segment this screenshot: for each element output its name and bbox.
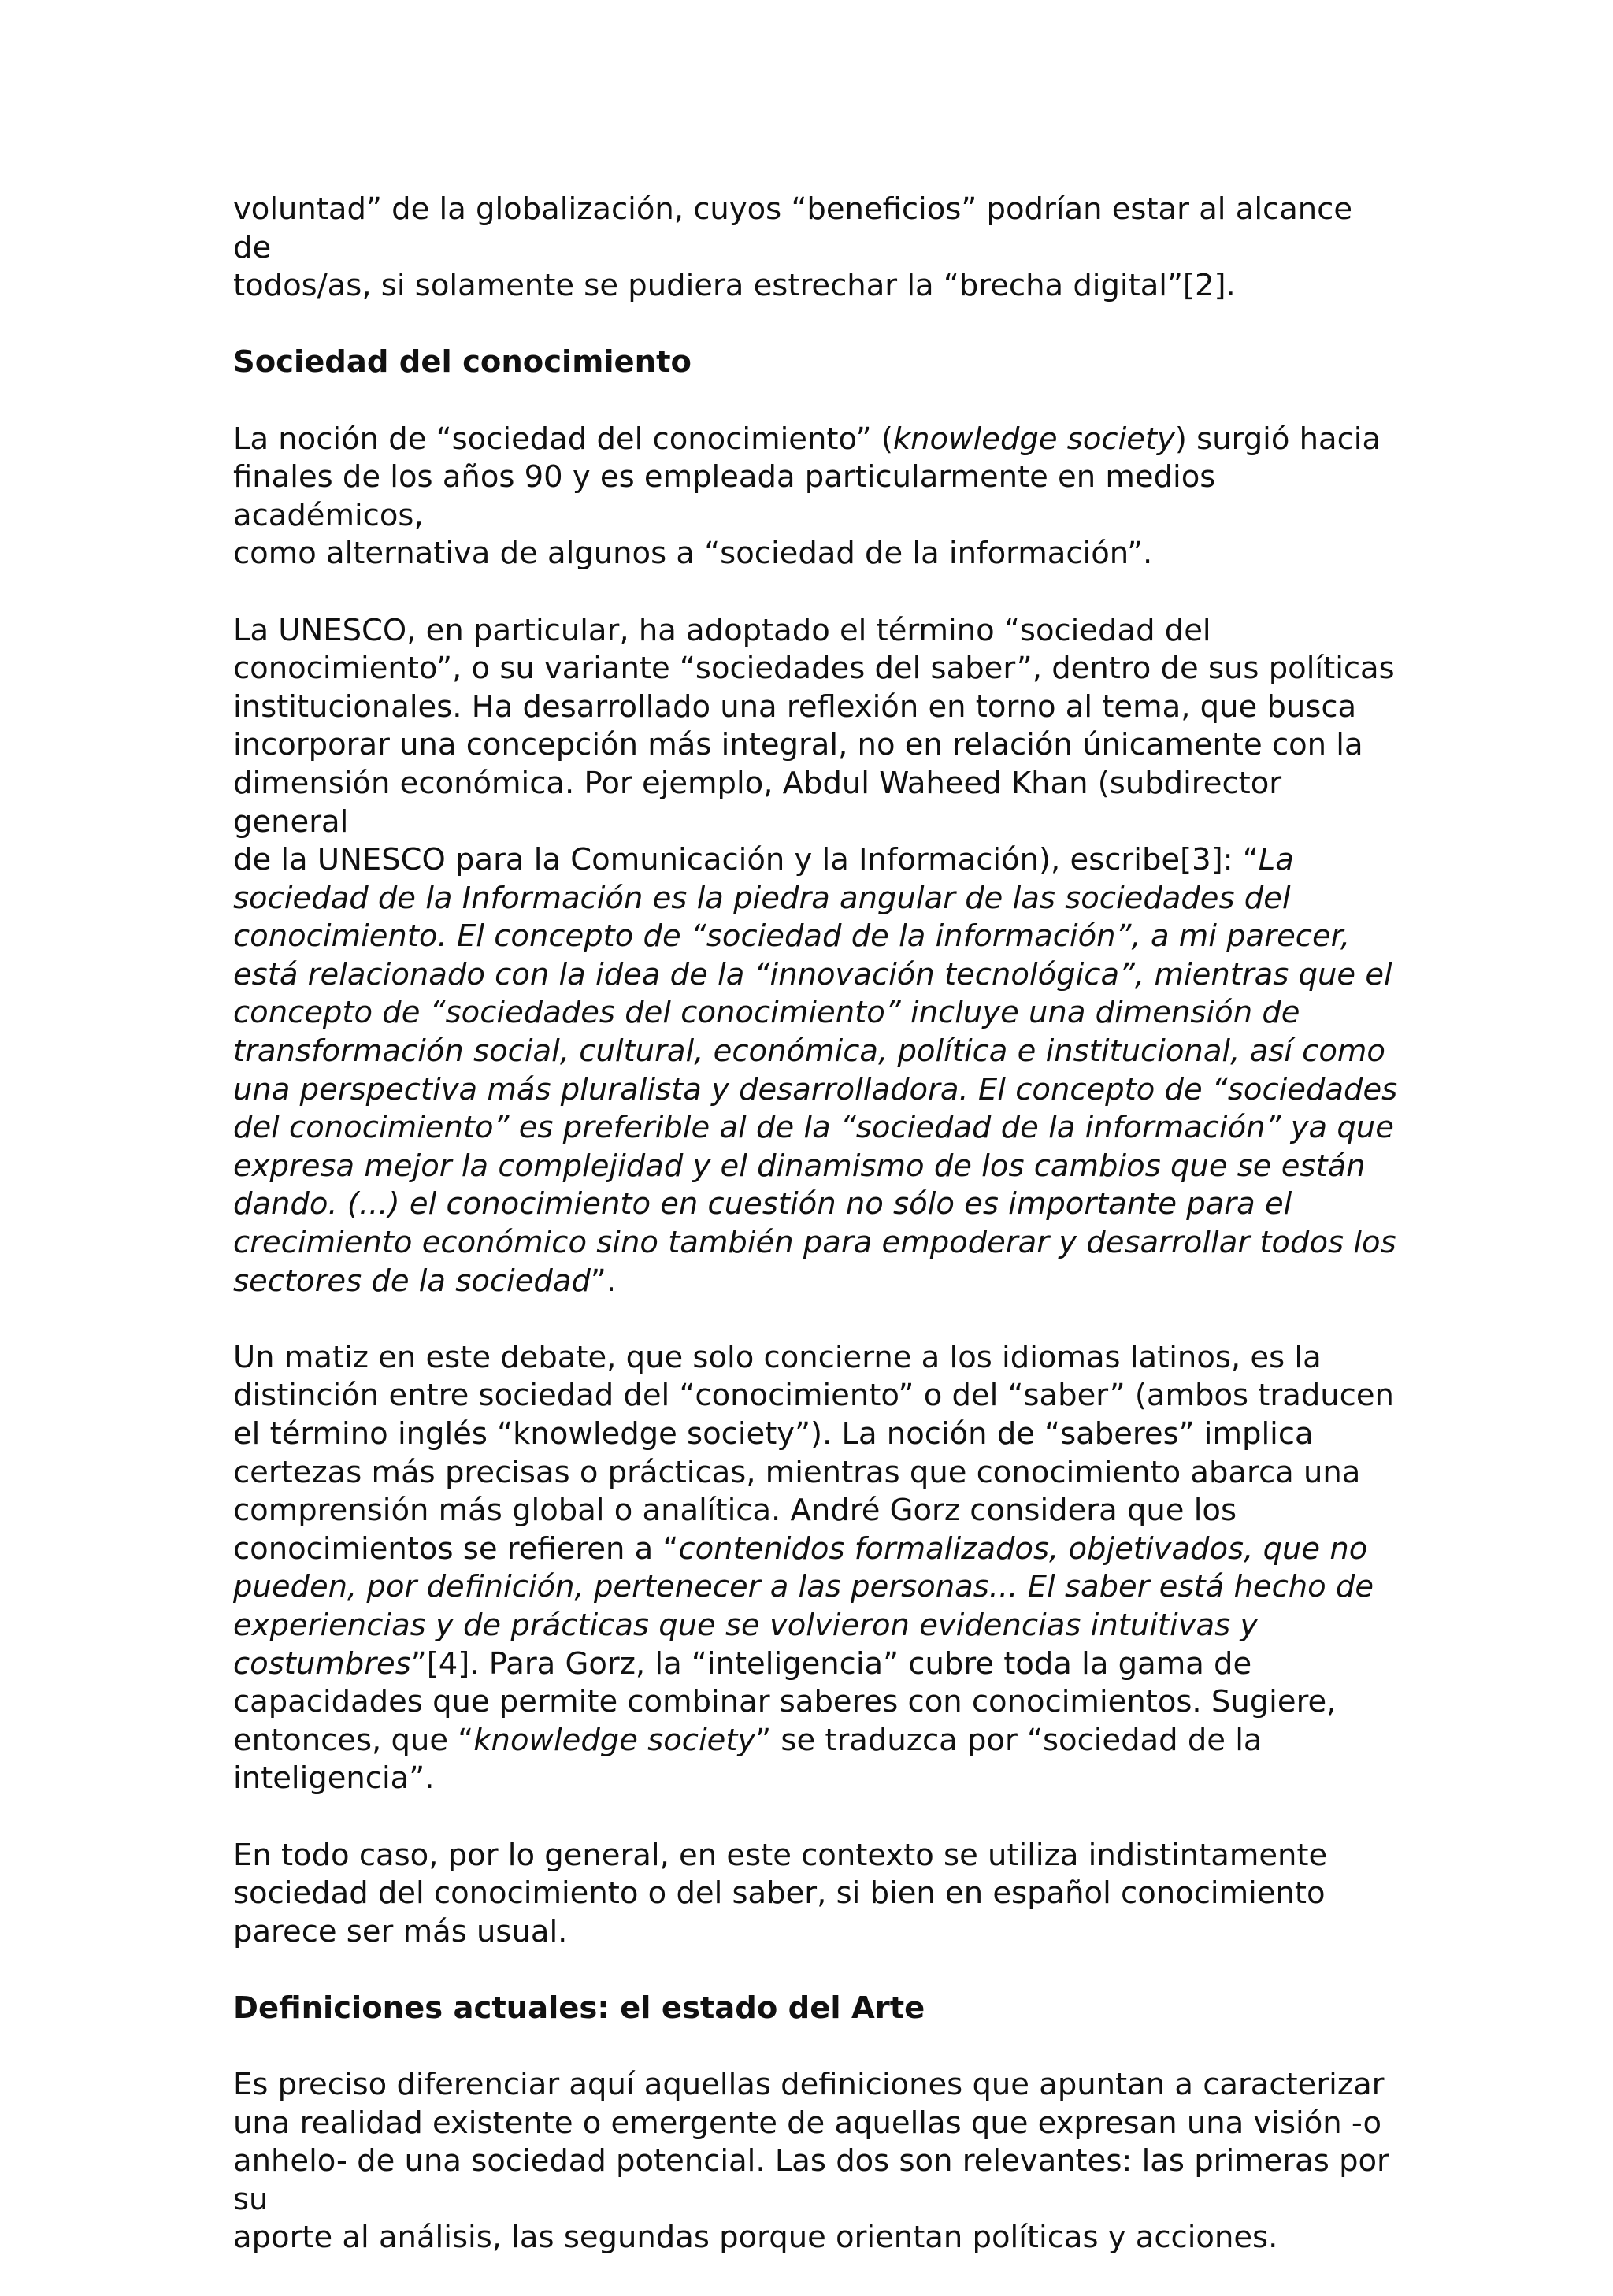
section-heading-definiciones: Definiciones actuales: el estado del Arte xyxy=(233,1990,925,2026)
section-heading-sociedad-conocimiento: Sociedad del conocimiento xyxy=(233,344,692,380)
paragraph-en-todo-caso: En todo caso, por lo general, en este contexto se utiliza indistintamente sociedad del conocimiento o del saber, si bien en español conocimiento parece ser más usual. xyxy=(233,1837,1328,1949)
paragraph-definiciones: Es preciso diferenciar aquí aquellas definiciones que apuntan a caracterizar una realidad existente o emergente de aquellas que expresan una visión -o anhelo- de una sociedad potencial. Las dos son relevantes: las primeras por su aporte al análisis, las segundas porque orientan políticas y acciones. xyxy=(233,2067,1389,2256)
paragraph-unesco: La UNESCO, en particular, ha adoptado el término “sociedad del conocimiento”, o su variante “sociedades del saber”, dentro de sus políticas institucionales. Ha desarrollado una reflexión en torno al tema, que busca incorporar una concepción más integral, no en relación únicamente con la dimensión económica. Por ejemplo, Abdul Waheed Khan (subdirector general de la UNESCO para la Comunicación y la Información), escribe[3]: “La sociedad de la Información es la piedra angular de las sociedades del conocimiento. El concepto de “sociedad de la información”, a mi parecer, está relacionado con la idea de la “innovación tecnológica”, mientras que el concepto de “sociedades del conocimiento” incluye una dimensión de transformación social, cultural, económica, política e institucional, así como una perspectiva más pluralista y desarrolladora. El concepto de “sociedades del conocimiento” es preferible al de la “sociedad de la información” ya que expresa mejor la complejidad y el dinamismo de los cambios que se están dando. (...) el conocimiento en cuestión no sólo es importante para el crecimiento económico sino también para empoderar y desarrollar todos los sectores de la sociedad”. xyxy=(233,612,1398,1299)
intro-paragraph: voluntad” de la globalización, cuyos “beneficios” podrían estar al alcance de todos/as, si solamente se pudiera estrechar la “brecha digital”[2]. xyxy=(233,191,1353,304)
paragraph-gorz: Un matiz en este debate, que solo concierne a los idiomas latinos, es la distinción entre sociedad del “conocimiento” o del “saber” (ambos traducen el término inglés “knowledge society”). La noción de “saberes” implica certezas más precisas o prácticas, mientras que conocimiento abarca una comprensión más global o analítica. André Gorz considera que los conocimientos se refieren a “contenidos formalizados, objetivados, que no pueden, por definición, pertenecer a las personas... El saber está hecho de experiencias y de prácticas que se volvieron evidencias intuitivas y costumbres”[4]. Para Gorz, la “inteligencia” cubre toda la gama de capacidades que permite combinar saberes con conocimientos. Sugiere, entonces, que “knowledge society” se traduzca por “sociedad de la inteligencia”. xyxy=(233,1339,1394,1797)
paragraph-knowledge-society: La noción de “sociedad del conocimiento” (knowledge society) surgió hacia finales de los años 90 y es empleada particularmente en medios académicos, como alternativa de algunos a “sociedad de la información”. xyxy=(233,421,1381,572)
document-page xyxy=(233,191,1399,2296)
